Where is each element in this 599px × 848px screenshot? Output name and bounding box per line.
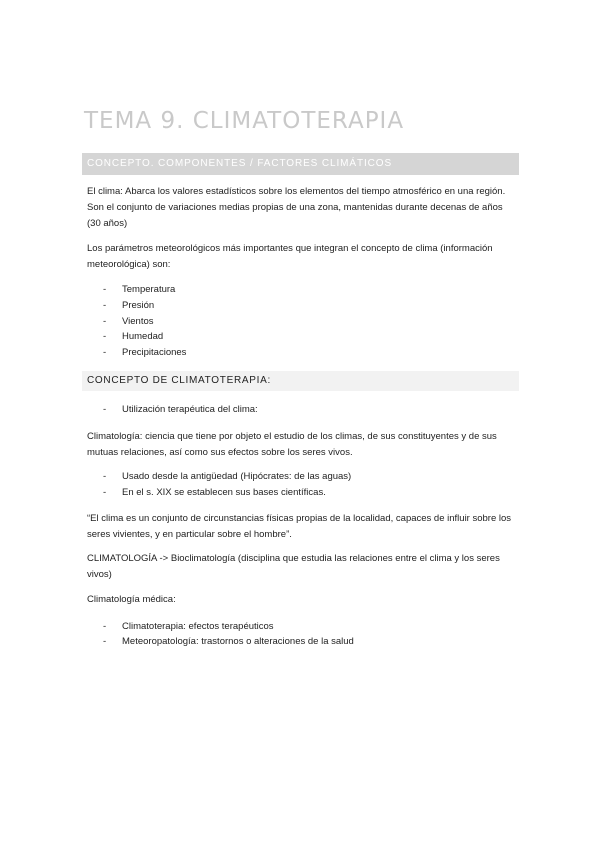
bullet-dash: - [103, 621, 107, 632]
list-item [103, 469, 351, 485]
list-item [103, 282, 175, 298]
list-item [103, 314, 154, 330]
list-item [103, 619, 274, 635]
bullet-dash: - [103, 487, 107, 498]
list-item-label: Presión [122, 300, 155, 311]
list-item-label: Temperatura [122, 284, 176, 295]
list-item-label: Precipitaciones [122, 347, 187, 358]
paragraph-climatologia-medica: Climatología médica: [87, 594, 176, 605]
list-item-label: En el s. XIX se establecen sus bases científicas. [122, 487, 326, 498]
list-item-label: Humedad [122, 331, 164, 342]
list-item-label: Meteoropatología: trastornos o alteraciones de la salud [122, 636, 354, 647]
list-item-label: Usado desde la antigüedad (Hipócrates: de las aguas) [122, 471, 352, 482]
bullet-dash: - [103, 284, 107, 295]
subsection-heading-band [82, 371, 519, 391]
list-item-label: Vientos [122, 316, 154, 327]
bullet-dash: - [103, 300, 107, 311]
bullet-dash: - [103, 331, 107, 342]
bullet-dash: - [103, 347, 107, 358]
list-item [103, 345, 186, 361]
bullet-dash: - [103, 636, 107, 647]
section-heading-concepto: CONCEPTO. COMPONENTES / FACTORES CLIMÁTICOS [87, 158, 393, 169]
subsection-heading-climatoterapia: CONCEPTO DE CLIMATOTERAPIA: [87, 375, 271, 386]
list-item-label: Climatoterapia: efectos terapéuticos [122, 621, 274, 632]
paragraph-quote: “El clima es un conjunto de circunstancias físicas propias de la localidad, capaces de influir sobre los seres vivientes, y en particular sobre el hombre”. [87, 513, 512, 540]
bullet-dash: - [103, 404, 107, 415]
bullet-dash: - [103, 316, 107, 327]
list-item [103, 298, 154, 314]
paragraph-bioclimatologia: CLIMATOLOGÍA -> Bioclimatología (disciplina que estudia las relaciones entre el clima y los seres vivos) [87, 553, 500, 580]
page-title: TEMA 9. CLIMATOTERAPIA [84, 108, 405, 134]
section-heading-band [82, 153, 519, 175]
list-item [103, 485, 326, 501]
paragraph-parametros: Los parámetros meteorológicos más importantes que integran el concepto de clima (información meteorológica) son: [87, 243, 493, 270]
list-item [103, 634, 354, 650]
bullet-dash: - [103, 471, 107, 482]
list-item-label: Utilización terapéutica del clima: [122, 404, 258, 415]
paragraph-climatologia: Climatología: ciencia que tiene por objeto el estudio de los climas, de sus constituyentes y de sus mutuas relaciones, así como sus efectos sobre los seres vivos. [87, 431, 497, 458]
list-item [103, 402, 258, 418]
paragraph-clima-definition: El clima: Abarca los valores estadísticos sobre los elementos del tiempo atmosférico en una región. Son el conjunto de variaciones medias propias de una zona, mantenidas durante decenas de años (30 años) [87, 186, 506, 229]
list-item [103, 329, 163, 345]
